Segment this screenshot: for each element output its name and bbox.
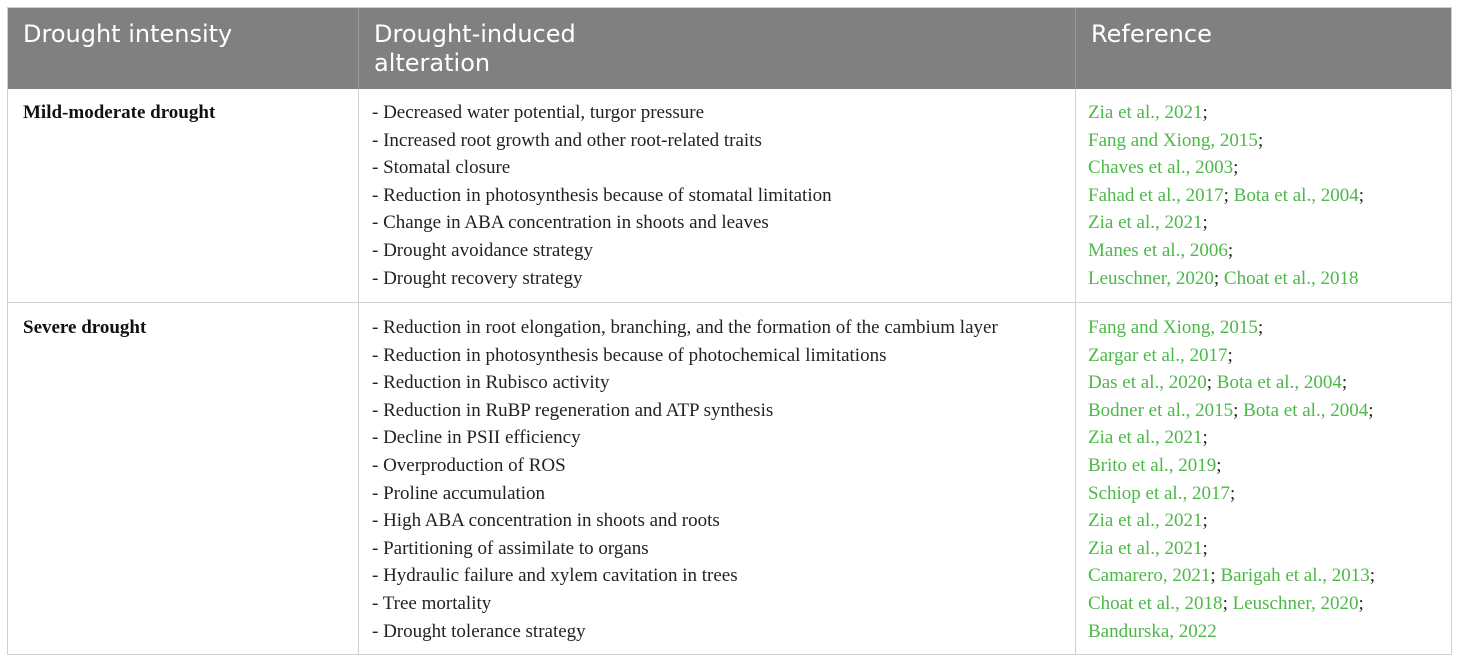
reference-line xyxy=(1088,237,1448,265)
alteration-item: - Overproduction of ROS xyxy=(372,454,566,476)
reference-line xyxy=(1088,618,1448,646)
reference-link[interactable]: Das et al., 2020 xyxy=(1088,372,1207,394)
reference-link[interactable]: Zia et al., 2021 xyxy=(1088,427,1203,449)
reference-link[interactable]: Zargar et al., 2017 xyxy=(1088,344,1228,366)
header-line: alteration xyxy=(374,49,491,77)
reference-line xyxy=(1088,342,1448,370)
reference-line xyxy=(1088,507,1448,535)
alteration-item: - Drought tolerance strategy xyxy=(372,620,586,642)
reference-separator: ; xyxy=(1206,372,1217,394)
alteration-item: - Reduction in root elongation, branching, and the formation of the cambium layer xyxy=(372,317,998,338)
alteration-item: - Reduction in photosynthesis because of photochemical limitations xyxy=(372,344,887,366)
reference-line xyxy=(1088,99,1448,127)
reference-link[interactable]: Zia et al., 2021 xyxy=(1088,510,1203,532)
alteration-item: - Decreased water potential, turgor pressure xyxy=(372,102,705,123)
reference-link[interactable]: Fahad et al., 2017 xyxy=(1088,184,1224,206)
reference-link[interactable]: Bodner et al., 2015 xyxy=(1088,399,1234,421)
alteration-item: - Partitioning of assimilate to organs xyxy=(372,537,649,559)
alteration-item: - Proline accumulation xyxy=(372,482,546,504)
reference-separator: ; xyxy=(1233,399,1244,421)
alteration-item: - Change in ABA concentration in shoots and leaves xyxy=(372,212,769,234)
reference-link[interactable]: Zia et al., 2021 xyxy=(1088,212,1203,234)
reference-list xyxy=(1088,314,1448,645)
drought-table xyxy=(7,7,1452,655)
reference-line xyxy=(1088,209,1448,237)
reference-link[interactable]: Camarero, 2021 xyxy=(1088,565,1211,587)
reference-line xyxy=(1088,535,1448,563)
reference-link[interactable]: Bota et al., 2004 xyxy=(1233,184,1359,206)
reference-line xyxy=(1088,369,1448,397)
reference-link[interactable]: Choat et al., 2018 xyxy=(1088,592,1223,614)
reference-line xyxy=(1088,397,1448,425)
reference-separator: ; xyxy=(1369,565,1376,587)
reference-separator: ; xyxy=(1368,399,1374,421)
reference-line xyxy=(1088,127,1448,155)
alteration-item: - Hydraulic failure and xylem cavitation in trees xyxy=(372,565,738,587)
reference-link[interactable]: Zia et al., 2021 xyxy=(1088,537,1203,559)
header-reference xyxy=(1075,8,1451,89)
header-line: Reference xyxy=(1091,20,1212,48)
reference-separator: ; xyxy=(1202,537,1208,559)
reference-link[interactable]: Bota et al., 2004 xyxy=(1216,372,1342,394)
header-line: Drought intensity xyxy=(23,20,233,48)
header-line: Drought-induced xyxy=(374,20,576,48)
reference-separator: ; xyxy=(1222,592,1233,614)
alteration-item: - Reduction in Rubisco activity xyxy=(372,372,610,394)
reference-link[interactable]: Zia et al., 2021 xyxy=(1088,102,1203,123)
reference-link[interactable]: Fang and Xiong, 2015 xyxy=(1088,129,1258,151)
reference-link[interactable]: Choat et al., 2018 xyxy=(1223,267,1359,289)
reference-link[interactable]: Bandurska, 2022 xyxy=(1088,620,1217,642)
reference-link[interactable]: Barigah et al., 2013 xyxy=(1220,565,1370,587)
reference-link[interactable]: Bota et al., 2004 xyxy=(1243,399,1369,421)
alteration-item: - Decline in PSII efficiency xyxy=(372,427,581,449)
header-drought-intensity xyxy=(8,8,358,89)
alteration-item: - Reduction in photosynthesis because of stomatal limitation xyxy=(372,184,832,206)
alteration-item: - High ABA concentration in shoots and roots xyxy=(372,510,720,532)
reference-link[interactable]: Chaves et al., 2003 xyxy=(1088,157,1234,179)
alteration-item: - Tree mortality xyxy=(372,592,492,614)
column-divider xyxy=(1075,89,1076,655)
reference-separator: ; xyxy=(1213,267,1224,289)
reference-separator: ; xyxy=(1233,157,1239,179)
reference-separator: ; xyxy=(1358,184,1364,206)
header-drought-induced-alteration xyxy=(358,8,1075,89)
reference-separator: ; xyxy=(1227,344,1233,366)
reference-line xyxy=(1088,452,1448,480)
table-header xyxy=(8,8,1451,89)
reference-line xyxy=(1088,265,1448,293)
alteration-item: - Drought avoidance strategy xyxy=(372,239,594,261)
reference-separator: ; xyxy=(1257,317,1264,338)
reference-separator: ; xyxy=(1216,454,1222,476)
reference-line xyxy=(1088,480,1448,508)
reference-separator: ; xyxy=(1202,427,1208,449)
reference-link[interactable]: Fang and Xiong, 2015 xyxy=(1088,317,1258,338)
reference-line xyxy=(1088,314,1448,342)
reference-separator: ; xyxy=(1202,102,1208,123)
reference-link[interactable]: Manes et al., 2006 xyxy=(1088,239,1228,261)
alteration-list xyxy=(372,314,1072,645)
drought-intensity-label: Severe drought xyxy=(23,317,147,338)
reference-separator: ; xyxy=(1229,482,1236,504)
reference-line xyxy=(1088,182,1448,210)
reference-separator: ; xyxy=(1210,565,1221,587)
alteration-item: - Increased root growth and other root-related traits xyxy=(372,129,762,151)
reference-line xyxy=(1088,154,1448,182)
reference-link[interactable]: Schiop et al., 2017 xyxy=(1088,482,1230,504)
reference-line xyxy=(1088,424,1448,452)
reference-link[interactable]: Brito et al., 2019 xyxy=(1088,454,1217,476)
reference-separator: ; xyxy=(1227,239,1234,261)
drought-intensity-label: Mild-moderate drought xyxy=(23,102,216,123)
reference-line xyxy=(1088,562,1448,590)
column-divider xyxy=(358,89,359,655)
reference-link[interactable]: Leuschner, 2020 xyxy=(1232,592,1359,614)
alteration-item: - Stomatal closure xyxy=(372,157,511,179)
reference-separator: ; xyxy=(1341,372,1348,394)
reference-separator: ; xyxy=(1257,129,1264,151)
reference-list xyxy=(1088,99,1448,292)
reference-line xyxy=(1088,590,1448,618)
alteration-item: - Reduction in RuBP regeneration and ATP synthesis xyxy=(372,399,774,421)
reference-link[interactable]: Leuschner, 2020 xyxy=(1088,267,1214,289)
reference-separator: ; xyxy=(1358,592,1364,614)
reference-separator: ; xyxy=(1223,184,1234,206)
alteration-item: - Drought recovery strategy xyxy=(372,267,583,289)
row-divider xyxy=(8,302,1451,303)
reference-separator: ; xyxy=(1202,212,1208,234)
alteration-list xyxy=(372,99,1072,292)
reference-separator: ; xyxy=(1202,510,1208,532)
